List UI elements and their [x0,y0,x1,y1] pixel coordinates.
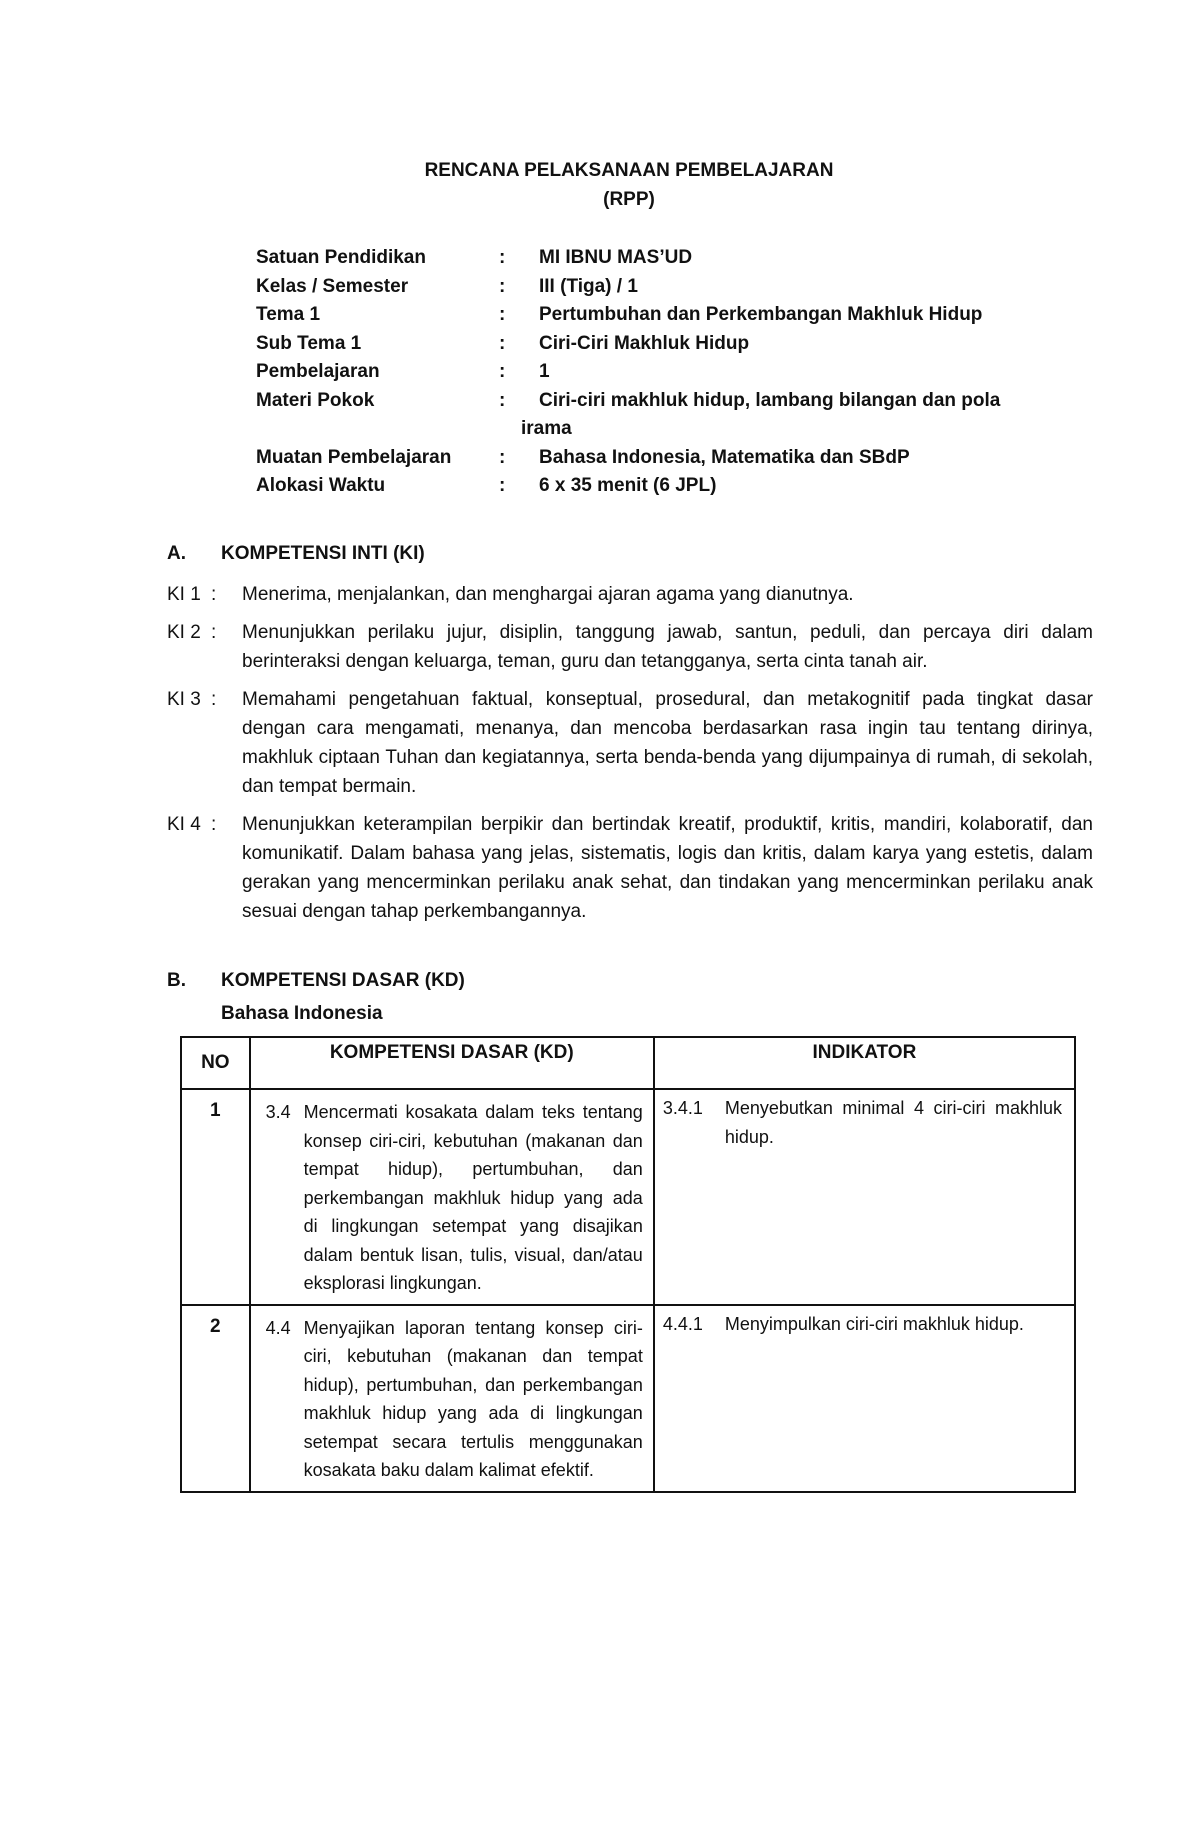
identity-colon: : [499,475,506,496]
indicator-number: 4.4.1 [662,1313,703,1334]
identity-value: MI IBNU MAS’UD [539,247,693,268]
identity-label: Muatan Pembelajaran [256,446,452,468]
kd-number: 4.4 [265,1317,291,1338]
ki-label: KI 4 [167,814,201,835]
identity-row [256,301,1096,330]
indicator-cell [654,1305,1075,1492]
identity-row [256,273,1096,302]
table-row [181,1305,1075,1492]
identity-row [256,444,1096,473]
indicator-number: 3.4.1 [662,1098,703,1118]
row-number: 2 [181,1305,250,1492]
subject-heading: Bahasa Indonesia [221,1003,383,1024]
indicator-cell [654,1089,1075,1305]
identity-label: Pembelajaran [256,361,380,382]
kd-cell [250,1089,654,1305]
identity-row [256,244,1096,273]
identity-value: 6 x 35 menit (6 JPL) [539,475,717,496]
identity-block [256,244,1096,501]
indicator-text: Menyimpulkan ciri-ciri makhluk hidup. [724,1313,1024,1334]
identity-label: Alokasi Waktu [256,475,386,496]
kd-cell [250,1305,654,1492]
header-no: NO [181,1037,250,1089]
identity-row [256,358,1096,387]
identity-row-continuation [256,415,1096,444]
identity-value: Ciri-Ciri Makhluk Hidup [539,332,750,354]
identity-value: 1 [539,361,550,382]
identity-label: Sub Tema 1 [256,332,362,354]
identity-colon: : [499,304,506,325]
kd-table [180,1036,1076,1493]
ki-item [167,580,1093,609]
indicator-text: Menyebutkan minimal 4 ciri-ciri makhluk hidup. [724,1098,1062,1147]
kd-number: 3.4 [265,1102,291,1122]
ki-colon: : [211,814,217,835]
identity-label: Materi Pokok [256,389,375,411]
ki-text: Memahami pengetahuan faktual, konseptual, prosedural, dan metakognitif pada tingkat dasar dengan cara mengamati, menanya, dan mencoba berdasarkan rasa ingin tau tentang dirinya, makhluk ciptaan Tuhan dan kegiatannya, serta benda-benda yang dijumpainya di rumah, di sekolah, dan tempat bermain. [242,689,1093,797]
ki-label: KI 1 [167,584,201,605]
document-subtitle: (RPP) [603,189,655,210]
identity-label: Satuan Pendidikan [256,247,426,268]
identity-value: Ciri-ciri makhluk hidup, lambang bilangan dan pola [539,389,1001,411]
identity-value: Pertumbuhan dan Perkembangan Makhluk Hidup [539,304,983,325]
ki-text: Menunjukkan perilaku jujur, disiplin, tanggung jawab, santun, peduli, dan percaya diri dalam berinteraksi dengan keluarga, teman, guru dan tetangganya, serta cinta tanah air. [242,622,1093,672]
table-row [181,1089,1075,1305]
identity-value-continuation: irama [521,418,572,439]
identity-row [256,330,1096,359]
kd-text: Mencermati kosakata dalam teks tentang konsep ciri-ciri, kebutuhan (makanan dan tempat hidup), pertumbuhan, dan perkembangan makhluk hidup yang ada di lingkungan setempat yang disajikan dalam bentuk lisan, tulis, visual, dan/atau eksplorasi lingkungan. [303,1102,643,1293]
identity-colon: : [499,361,506,382]
section-b-heading [167,970,465,992]
identity-value: III (Tiga) / 1 [539,275,638,297]
identity-colon: : [499,389,506,411]
section-title: KOMPETENSI INTI (KI) [221,543,425,564]
ki-item [167,810,1093,926]
ki-label: KI 3 [167,689,201,710]
ki-label: KI 2 [167,622,201,643]
identity-label: Kelas / Semester [256,275,409,297]
ki-text: Menunjukkan keterampilan berpikir dan bertindak kreatif, produktif, kritis, mandiri, kolaboratif, dan komunikatif. Dalam bahasa yang jelas, sistematis, logis dan kritis, dalam karya yang estetis, dalam gerakan yang mencerminkan perilaku anak sehat, dan tindakan yang mencerminkan perilaku anak sesuai dengan tahap perkembangannya. [242,814,1093,922]
ki-colon: : [211,622,217,643]
table-header-row [181,1037,1075,1089]
ki-item [167,618,1093,676]
document-title: RENCANA PELAKSANAAN PEMBELAJARAN [424,160,834,181]
section-a-heading [167,543,425,565]
identity-label: Tema 1 [256,304,321,325]
row-number: 1 [181,1089,250,1305]
section-letter: A. [167,543,186,564]
identity-row [256,387,1096,416]
identity-colon: : [499,446,506,468]
identity-colon: : [499,275,506,297]
ki-list [167,580,1093,935]
identity-value: Bahasa Indonesia, Matematika dan SBdP [539,446,910,468]
ki-item [167,685,1093,801]
ki-text: Menerima, menjalankan, dan menghargai ajaran agama yang dianutnya. [242,584,854,605]
identity-colon: : [499,247,506,268]
ki-colon: : [211,689,217,710]
identity-row [256,472,1096,501]
section-letter: B. [167,970,186,991]
identity-colon: : [499,332,506,354]
kd-text: Menyajikan laporan tentang konsep ciri-ciri, kebutuhan (makanan dan tempat hidup), pertumbuhan, dan perkembangan makhluk hidup yang ada di lingkungan setempat secara tertulis menggunakan kosakata baku dalam kalimat efektif. [303,1317,643,1480]
ki-colon: : [211,584,217,605]
header-kd: KOMPETENSI DASAR (KD) [250,1037,654,1089]
header-indicator: INDIKATOR [654,1037,1075,1089]
section-title: KOMPETENSI DASAR (KD) [221,970,465,991]
